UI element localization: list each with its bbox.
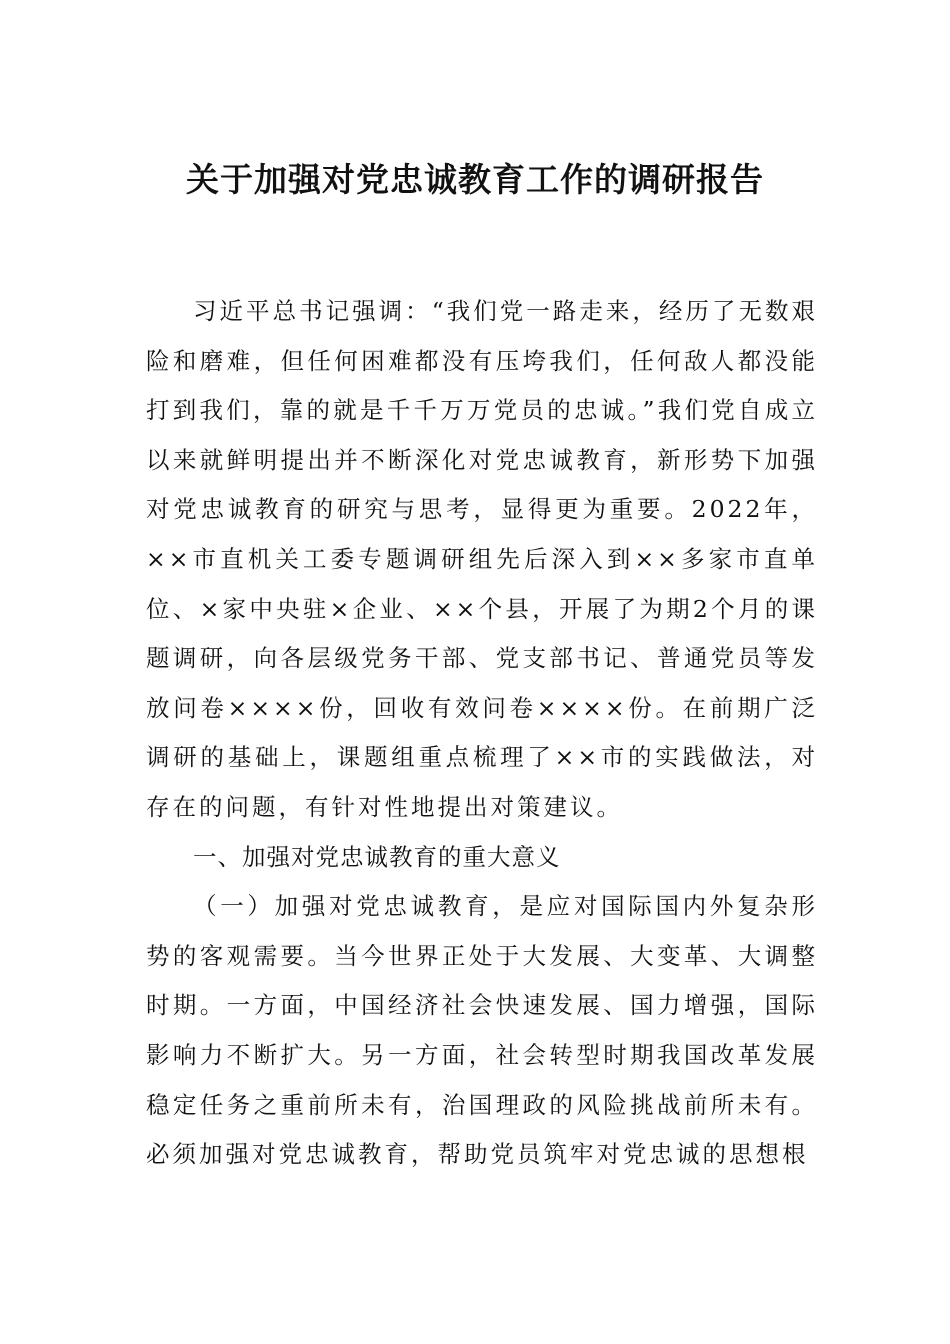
paragraph-section-1-1: （一）加强对党忠诚教育，是应对国际国内外复杂形势的客观需要。当今世界正处于大发展、大变革、大调整时期。一方面，中国经济社会快速发展、国力增强，国际影响力不断扩大。另一方面，社会转型时期我国改革发展稳定任务之重前所未有，治国理政的风险挑战前所未有。必须加强对党忠诚教育，帮助党员筑牢对党忠诚的思想根	[146, 892, 818, 1169]
document-title: 关于加强对党忠诚教育工作的调研报告	[186, 160, 764, 199]
document-body	[146, 287, 818, 1180]
section-heading-1: 一、加强对党忠诚教育的重大意义	[193, 842, 561, 871]
paragraph-intro: 习近平总书记强调：“我们党一路走来，经历了无数艰险和磨难，但任何困难都没有压垮我们，任何敌人都没能打到我们，靠的就是千千万万党员的忠诚。”我们党自成立以来就鲜明提出并不断深化对党忠诚教育，新形势下加强对党忠诚教育的研究与思考，显得更为重要。2022年，××市直机关工委专题调研组先后深入到××多家市直单位、×家中央驻×企业、××个县，开展了为期2个月的课题调研，向各层级党务干部、党支部书记、普通党员等发放问卷××××份，回收有效问卷××××份。在前期广泛调研的基础上，课题组重点梳理了××市的实践做法，对存在的问题，有针对性地提出对策建议。	[146, 297, 818, 821]
